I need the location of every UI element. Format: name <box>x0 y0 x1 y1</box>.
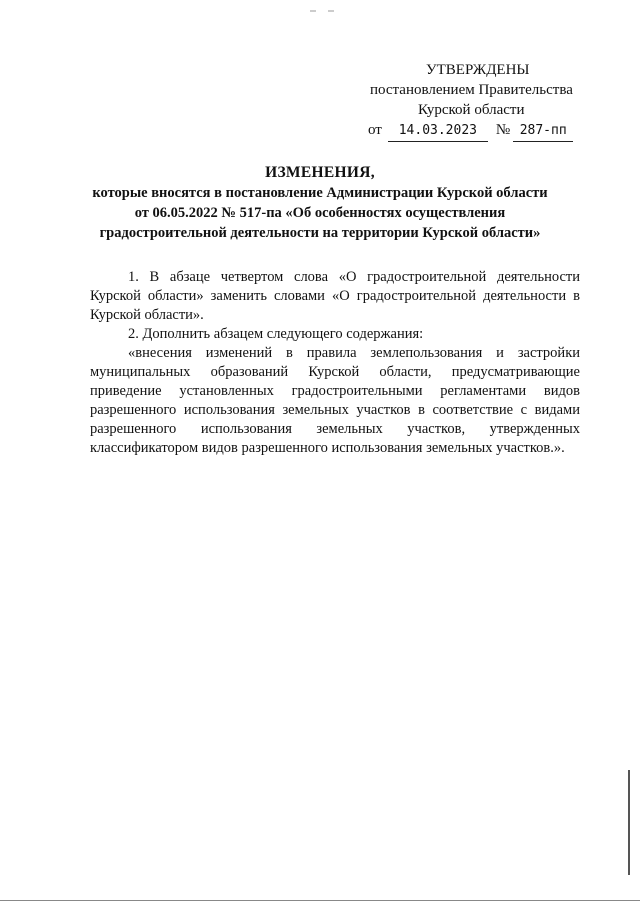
top-edge-mark <box>302 0 342 3</box>
body-text <box>90 268 580 458</box>
paragraph-3: «внесения изменений в правила землепользования и застройки муниципальных образований Курской области, предусматривающие приведение установленных градостроительными регламентами видов разрешенного использования земельных участков в соответствие с видами разрешенного использования земельных участков, утвержденных классификатором видов разрешенного использования земельных участков.». <box>90 345 580 456</box>
heading-block <box>70 163 570 243</box>
document-title: ИЗМЕНЕНИЯ, <box>265 164 375 181</box>
scan-margin-mark <box>628 770 630 875</box>
approval-title: УТВЕРЖДЕНЫ <box>426 62 530 78</box>
approval-date: 14.03.2023 <box>388 121 488 142</box>
paragraph-2: 2. Дополнить абзацем следующего содержания: <box>128 326 424 342</box>
date-prefix: от <box>368 122 382 138</box>
approval-line-2: Курской области <box>418 102 525 118</box>
approval-number: 287-пп <box>513 121 573 142</box>
scan-bottom-edge <box>0 900 640 901</box>
paragraph-1: 1. В абзаце четвертом слова «О градостроительной деятельности Курской области» заменить словами «О градостроительной деятельности в Курской области». <box>90 269 580 323</box>
subtitle-line-1: которые вносятся в постановление Администрации Курской области <box>92 185 548 201</box>
approval-date-number <box>368 120 593 142</box>
subtitle-line-2: от 06.05.2022 № 517-па «Об особенностях осуществления <box>134 205 506 221</box>
approval-line-1: постановлением Правительства <box>370 82 573 98</box>
number-prefix: № <box>495 122 511 138</box>
subtitle-line-3: градостроительной деятельности на территории Курской области» <box>99 225 541 241</box>
